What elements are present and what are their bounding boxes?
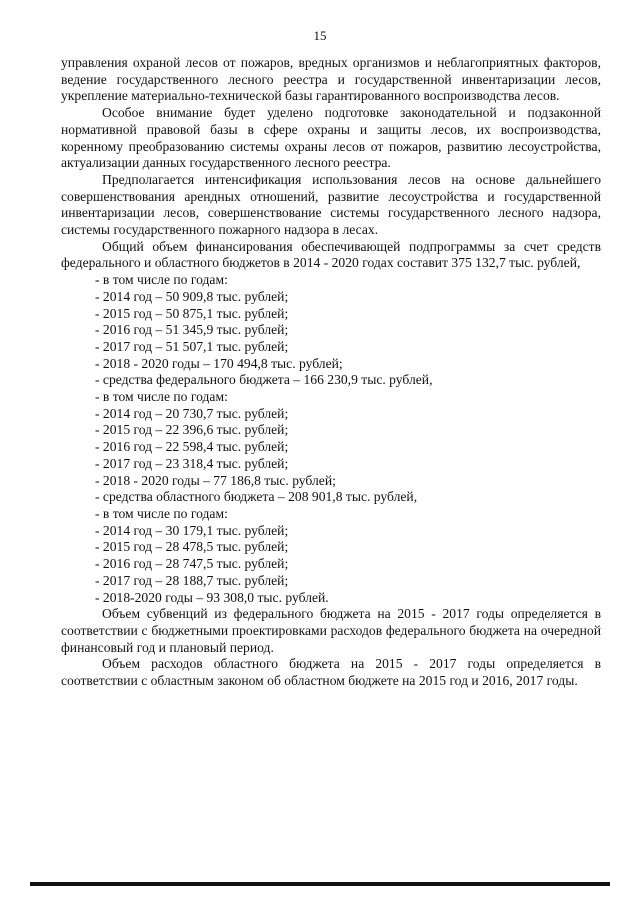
paragraph-regional-expenses: Объем расходов областного бюджета на 2015 - 2017 годы определяется в соответствии с областным законом об областном бюджете на 2015 год и 2016, 2017 годы.	[61, 656, 601, 689]
list-item: - 2015 год – 50 875,1 тыс. рублей;	[95, 305, 289, 321]
list-item: - в том числе по годам:	[95, 505, 228, 521]
list-item: - средства областного бюджета – 208 901,8 тыс. рублей,	[95, 489, 418, 505]
list-item: - 2018-2020 годы – 93 308,0 тыс. рублей.	[95, 589, 329, 605]
list-item: - 2014 год – 20 730,7 тыс. рублей;	[95, 405, 289, 421]
list-item: - 2014 год – 30 179,1 тыс. рублей;	[95, 522, 289, 538]
page-bottom-rule	[30, 882, 610, 886]
list-item: - 2018 - 2020 годы – 77 186,8 тыс. рублей;	[95, 472, 336, 488]
paragraph-federal-subventions: Объем субвенций из федерального бюджета на 2015 - 2017 годы определяется в соответствии с бюджетными проектировками расходов федерального бюджета на очередной финансовый год и плановый период.	[61, 606, 601, 655]
list-item: - в том числе по годам:	[95, 389, 228, 405]
list-item: - в том числе по годам:	[95, 272, 228, 288]
page-number: 15	[313, 28, 327, 43]
list-item: - 2015 год – 28 478,5 тыс. рублей;	[95, 539, 289, 555]
list-item: - 2016 год – 51 345,9 тыс. рублей;	[95, 322, 289, 338]
list-item: - 2015 год – 22 396,6 тыс. рублей;	[95, 422, 289, 438]
document-body	[61, 55, 601, 690]
list-item: - 2016 год – 22 598,4 тыс. рублей;	[95, 439, 289, 455]
list-item: - 2017 год – 23 318,4 тыс. рублей;	[95, 455, 289, 471]
list-item: - 2014 год – 50 909,8 тыс. рублей;	[95, 288, 289, 304]
list-item: - 2017 год – 51 507,1 тыс. рублей;	[95, 338, 289, 354]
list-item: - средства федерального бюджета – 166 230,9 тыс. рублей,	[95, 372, 433, 388]
list-item: - 2018 - 2020 годы – 170 494,8 тыс. рублей;	[95, 355, 343, 371]
paragraph-forest-protection: управления охраной лесов от пожаров, вредных организмов и неблагоприятных факторов, ведение государственного лесного реестра и государственной инвентаризации лесов, укрепление материально-технической базы гарантированного воспроизводства лесов.	[61, 55, 601, 104]
list-item: - 2016 год – 28 747,5 тыс. рублей;	[95, 556, 289, 572]
paragraph-intensification: Предполагается интенсификация использования лесов на основе дальнейшего совершенствования арендных отношений, развитие лесоустройства и государственной инвентаризации лесов, совершенствование системы государственного лесного надзора, системы государственного пожарного надзора в лесах.	[61, 171, 601, 238]
funding-list	[61, 272, 601, 606]
paragraph-total-funding: Общий объем финансирования обеспечивающей подпрограммы за счет средств федерального и областного бюджетов в 2014 - 2020 годах составит 375 132,7 тыс. рублей,	[61, 238, 601, 271]
paragraph-legal-base: Особое внимание будет уделено подготовке законодательной и подзаконной нормативной правовой базы в сфере охраны и защиты лесов, их воспроизводства, коренному преобразованию системы охраны лесов от пожаров, развитию лесоустройства, актуализации данных государственного лесного реестра.	[61, 105, 601, 171]
list-item: - 2017 год – 28 188,7 тыс. рублей;	[95, 572, 289, 588]
